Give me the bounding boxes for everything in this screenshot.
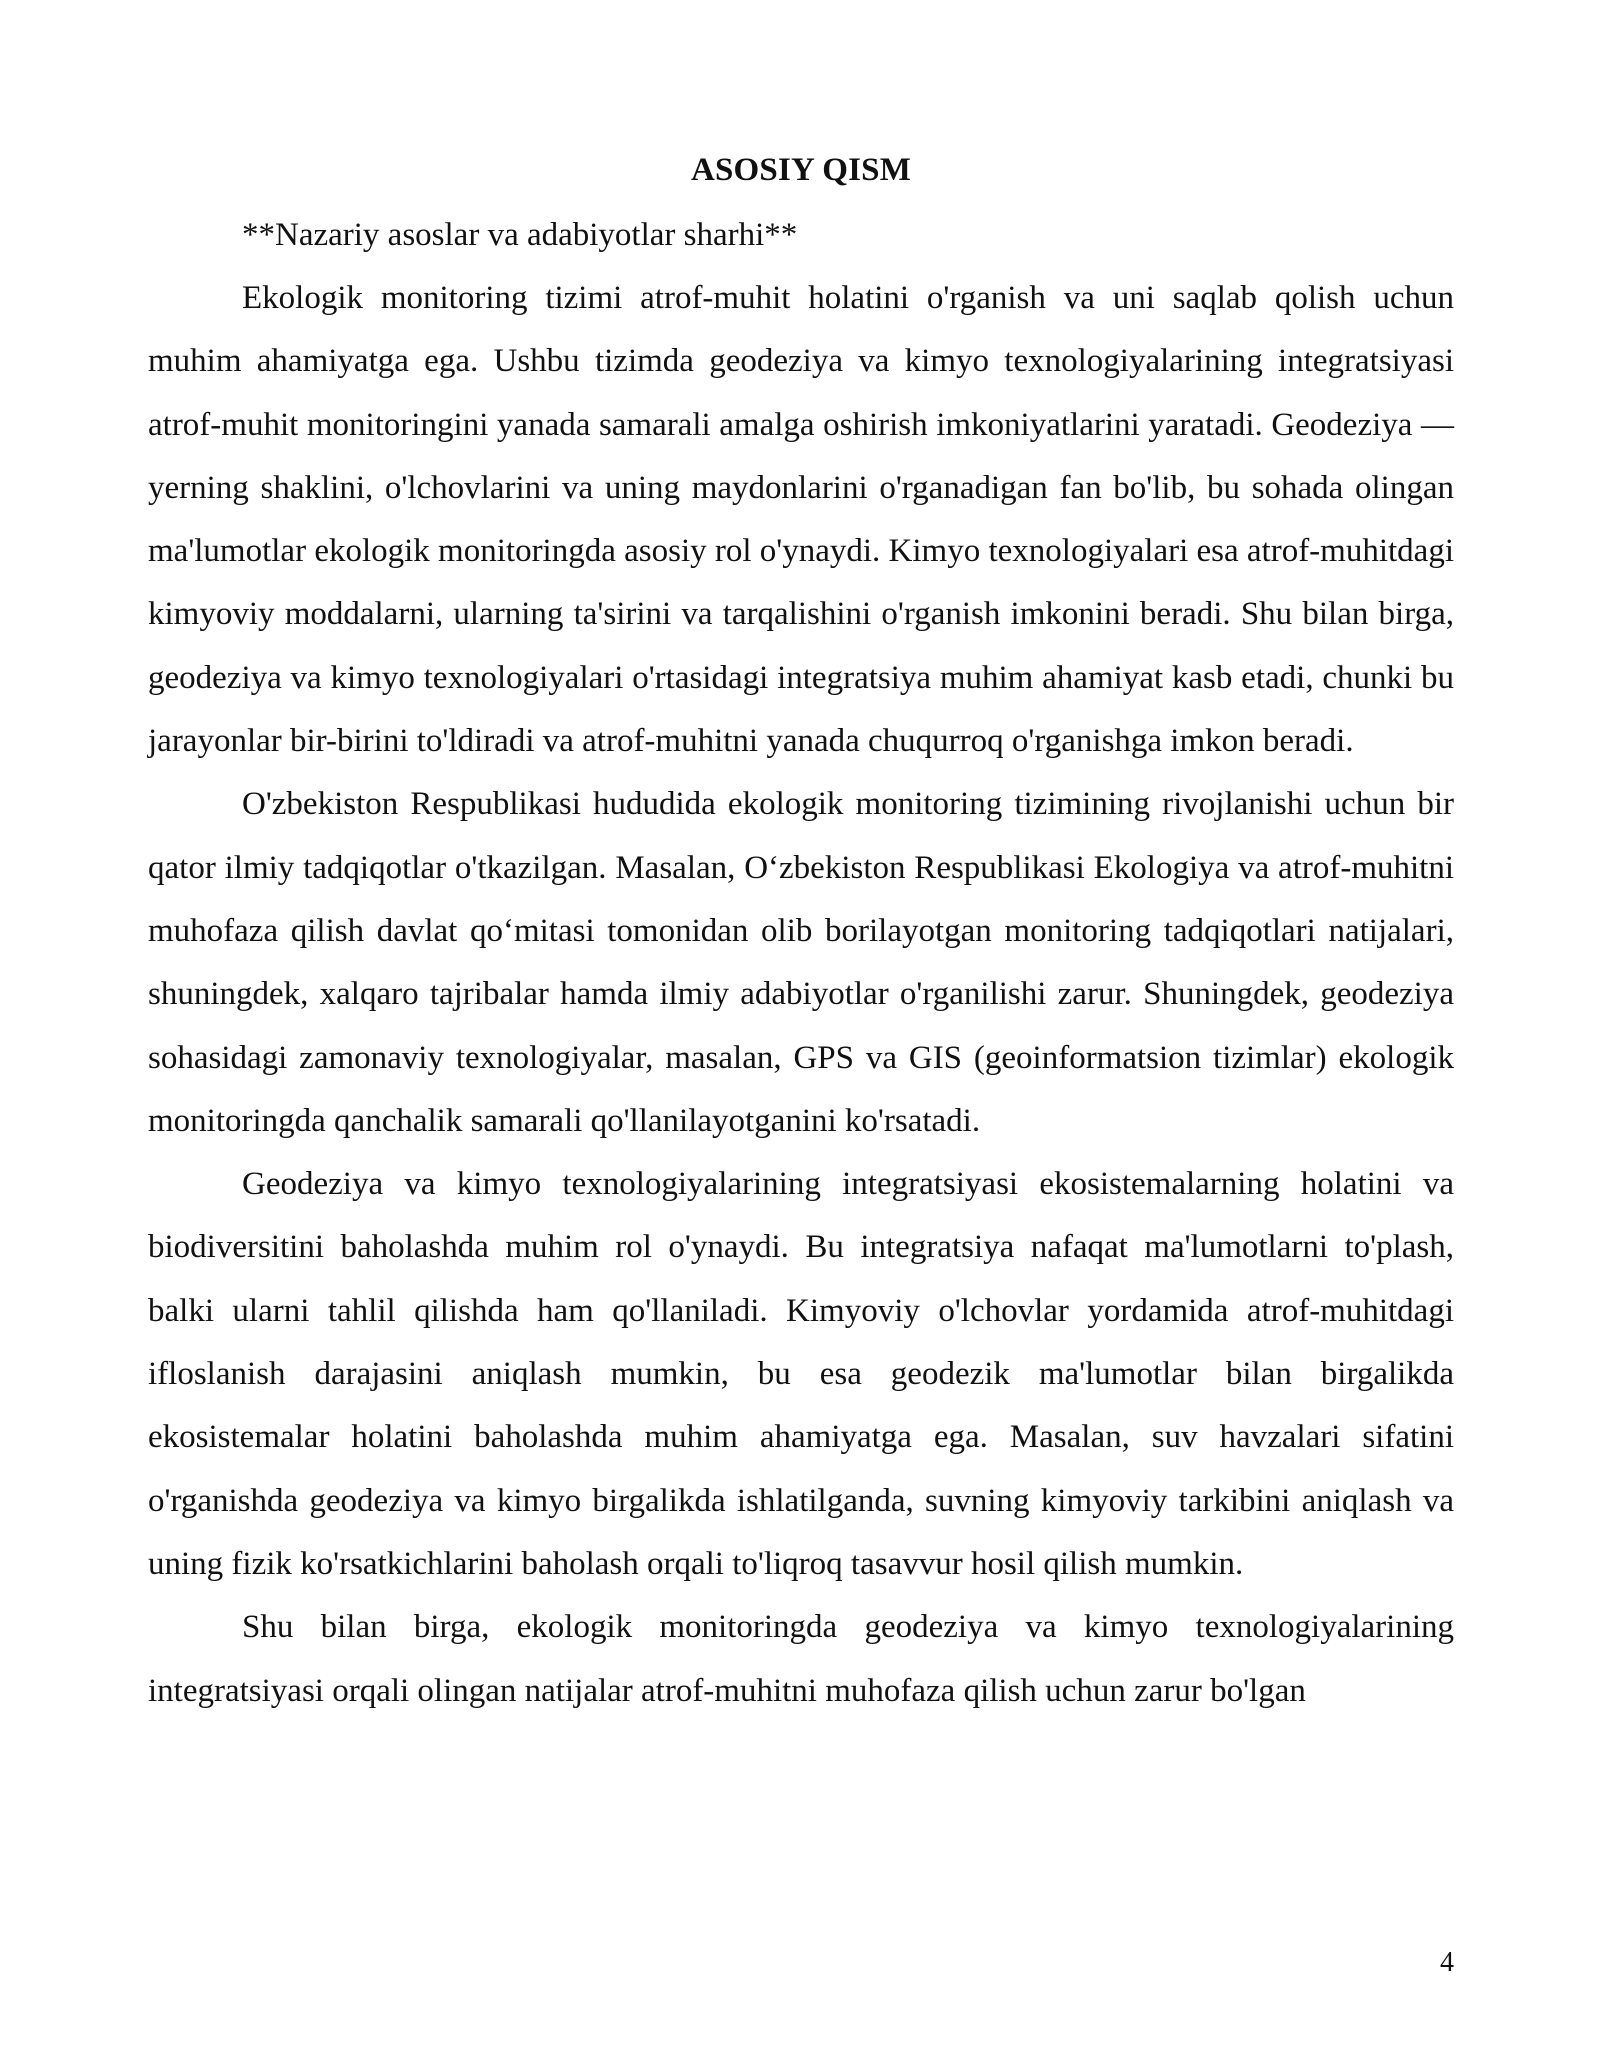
paragraph-2: O'zbekiston Respublikasi hududida ekologik monitoring tizimining rivojlanishi uchun bir qator ilmiy tadqiqotlar o'tkazilgan. Masalan, O‘zbekiston Respublikasi Ekologiya va atrof-muhitni muhofaza qilish davlat qo‘mitasi tomonidan olib borilayotgan monitoring tadqiqotlari natijalari, shuningdek, xalqaro tajribalar hamda ilmiy adabiyotlar o'rganilishi zarur. Shuningdek, geodeziya sohasidagi zamonaviy texnologiyalar, masalan, GPS va GIS (geoinformatsion tizimlar) ekologik monitoringda qanchalik samarali qo'llanilayotganini ko'rsatadi.: [148, 786, 1454, 1139]
page-content: [148, 142, 1454, 1723]
subsection-heading: **Nazariy asoslar va adabiyotlar sharhi**: [242, 217, 798, 253]
page-number: 4: [1440, 1947, 1454, 1978]
paragraph-1: Ekologik monitoring tizimi atrof-muhit holatini o'rganish va uni saqlab qolish uchun muhim ahamiyatga ega. Ushbu tizimda geodeziya va kimyo texnologiyalarining integratsiyasi atrof-muhit monitoringini yanada samarali amalga oshirish imkoniyatlarini yaratadi. Geodeziya — yerning shaklini, o'lchovlarini va uning maydonlarini o'rganadigan fan bo'lib, bu sohada olingan ma'lumotlar ekologik monitoringda asosiy rol o'ynaydi. Kimyo texnologiyalari esa atrof-muhitdagi kimyoviy moddalarni, ularning ta'sirini va tarqalishini o'rganish imkonini beradi. Shu bilan birga, geodeziya va kimyo texnologiyalari o'rtasidagi integratsiya muhim ahamiyat kasb etadi, chunki bu jarayonlar bir-birini to'ldiradi va atrof-muhitni yanada chuqurroq o'rganishga imkon beradi.: [148, 280, 1454, 760]
paragraph-4: Shu bilan birga, ekologik monitoringda geodeziya va kimyo texnologiyalarining integratsiyasi orqali olingan natijalar atrof-muhitni muhofaza qilish uchun zarur bo'lgan: [148, 1609, 1454, 1709]
paragraph-3: Geodeziya va kimyo texnologiyalarining integratsiyasi ekosistemalarning holatini va biodiversitini baholashda muhim rol o'ynaydi. Bu integratsiya nafaqat ma'lumotlarni to'plash, balki ularni tahlil qilishda ham qo'llaniladi. Kimyoviy o'lchovlar yordamida atrof-muhitdagi ifloslanish darajasini aniqlash mumkin, bu esa geodezik ma'lumotlar bilan birgalikda ekosistemalar holatini baholashda muhim ahamiyatga ega. Masalan, suv havzalari sifatini o'rganishda geodeziya va kimyo birgalikda ishlatilganda, suvning kimyoviy tarkibini aniqlash va uning fizik ko'rsatkichlarini baholash orqali to'liqroq tasavvur hosil qilish mumkin.: [148, 1166, 1454, 1582]
section-heading: ASOSIY QISM: [690, 152, 912, 188]
